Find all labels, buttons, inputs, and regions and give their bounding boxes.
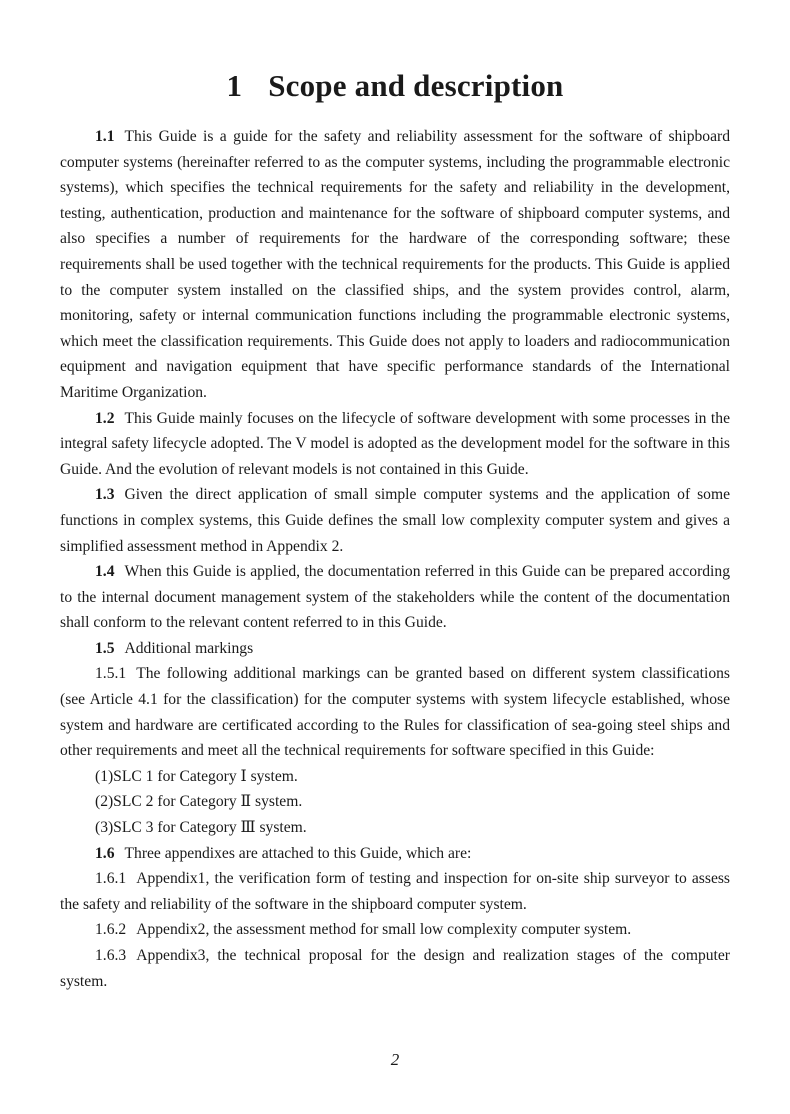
clause-text: The following additional markings can be granted based on different system classifications (see Article 4.1 for the classification) for the computer systems with system lifecycle established, whose system and hardware are certificated according to the Rules for classification of sea-going steel ships and other requirements and meet all the technical requirements for software specified in this Guide: <box>60 665 730 760</box>
clause-text: This Guide is a guide for the safety and reliability assessment for the software of shipboard computer systems (hereinafter referred to as the computer systems, including the programmable electronic systems), which specifies the technical requirements for the safety and reliability in the development, testing, authentication, production and maintenance for the software of shipboard computer systems, and also specifies a number of requirements for the hardware of the corresponding software; these requirements shall be used together with the technical requirements for the products. This Guide is applied to the computer system installed on the classified ships, and the system provides control, alarm, monitoring, safety or internal communication functions including the programmable electronic systems, which meet the classification requirements. This Guide does not apply to loaders and radiocommunication equipment and navigation equipment that have specific performance standards of the International Maritime Organization. <box>60 128 730 401</box>
section-title: Scope and description <box>268 68 564 103</box>
clause-text: This Guide mainly focuses on the lifecycle of software development with some processes in the integral safety lifecycle adopted. The V model is adopted as the development model for the software in this Guide. And the evolution of relevant models is not contained in this Guide. <box>60 409 730 478</box>
list-item: (1)SLC 1 for Category Ⅰ system. <box>95 767 298 785</box>
section-heading <box>0 68 790 104</box>
clause-text: When this Guide is applied, the documentation referred in this Guide can be prepared according to the internal document management system of the stakeholders while the content of the documentation shall conform to the relevant content referred to in this Guide. <box>60 563 730 632</box>
paragraph-1-6-2 <box>60 917 730 943</box>
clause-label: 1.6.3 <box>95 947 127 964</box>
clause-label: 1.6.2 <box>95 921 127 939</box>
clause-text: Appendix2, the assessment method for small low complexity computer system. <box>136 921 632 939</box>
section-number: 1 <box>226 68 243 103</box>
clause-label: 1.5 <box>95 639 115 657</box>
clause-label: 1.4 <box>95 563 115 581</box>
paragraph-1-5-1 <box>60 661 730 763</box>
clause-label: 1.1 <box>95 128 115 145</box>
clause-label: 1.3 <box>95 486 115 504</box>
clause-text: Three appendixes are attached to this Guide, which are: <box>124 844 472 862</box>
list-item: (2)SLC 2 for Category Ⅱ system. <box>95 793 303 811</box>
clause-text: Appendix3, the technical proposal for the design and realization stages of the computer system. <box>60 947 730 990</box>
paragraph-1-6 <box>60 841 730 867</box>
paragraph-1-6-3 <box>60 943 730 994</box>
clause-text: Given the direct application of small simple computer systems and the application of some functions in complex systems, this Guide defines the small low complexity computer system and gives a simplified assessment method in Appendix 2. <box>60 486 730 555</box>
clause-text: Appendix1, the verification form of testing and inspection for on-site ship surveyor to assess the safety and reliability of the software in the shipboard computer system. <box>60 870 730 913</box>
paragraph-1-6-1 <box>60 866 730 917</box>
clause-text: Additional markings <box>124 639 254 657</box>
clause-label: 1.6.1 <box>95 870 127 888</box>
paragraph-1-2 <box>60 406 730 483</box>
list-item: (3)SLC 3 for Category Ⅲ system. <box>95 819 307 837</box>
clause-label: 1.6 <box>95 844 115 862</box>
paragraph-1-4 <box>60 559 730 636</box>
page-number: 2 <box>390 1050 400 1069</box>
document-body <box>60 124 730 994</box>
clause-label: 1.2 <box>95 409 115 427</box>
clause-label: 1.5.1 <box>95 665 127 683</box>
paragraph-1-5 <box>60 636 730 662</box>
paragraph-1-1 <box>60 124 730 406</box>
paragraph-1-3 <box>60 482 730 559</box>
